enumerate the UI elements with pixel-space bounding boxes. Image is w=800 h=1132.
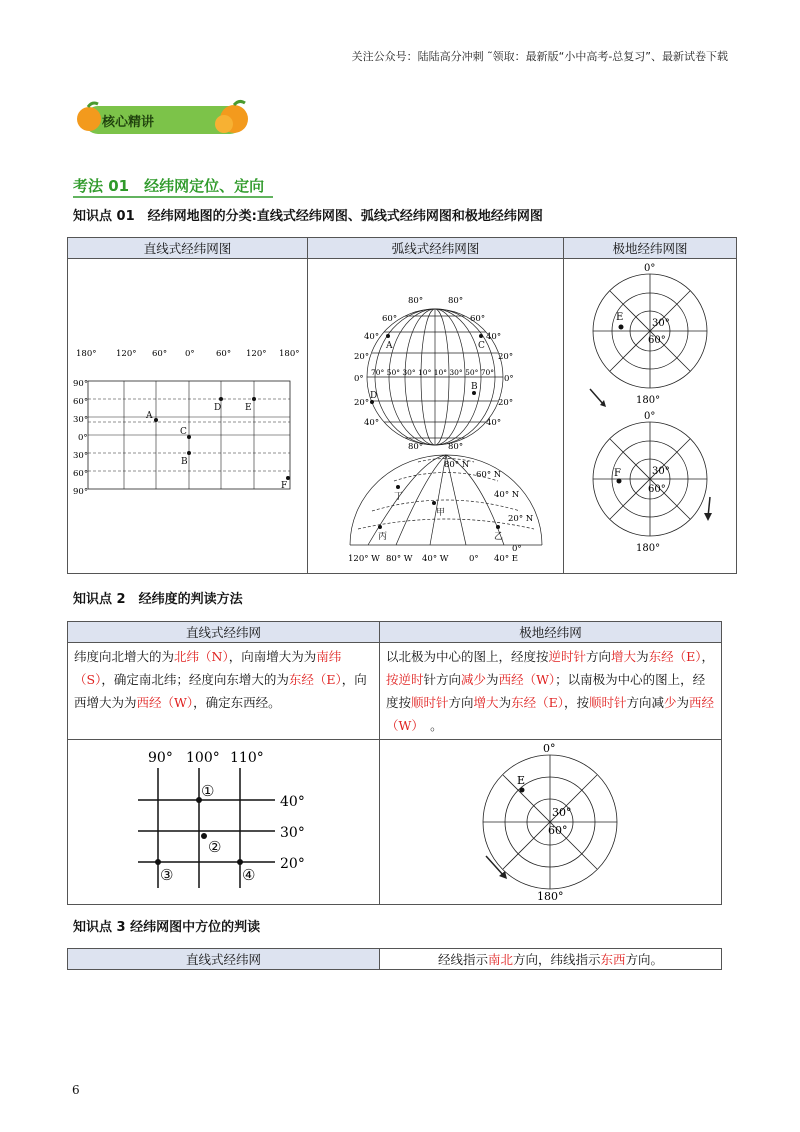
point-A: A: [146, 411, 153, 421]
page-header: 关注公众号：陆陆高分冲刺 ˜领取：最新版“小中高考-总复习”、最新试卷下载: [351, 50, 728, 63]
point-E: E: [517, 774, 526, 787]
polar-bottom: 180°: [636, 543, 661, 554]
hemi-lat: 20° N: [508, 514, 534, 524]
lat-tick: 30°: [73, 451, 89, 461]
section-underline: [73, 195, 273, 199]
arc-tick: 40°: [486, 418, 502, 428]
rect-grid-figure: [68, 259, 307, 569]
sg-lon: 100°: [186, 750, 220, 766]
kp2-title: 知识点 2 经纬度的判读方法: [73, 592, 243, 607]
polar-r2: 60°: [648, 484, 666, 495]
point-D: D: [370, 391, 378, 401]
lat-tick: 60°: [73, 469, 89, 479]
lon-tick: 0°: [185, 349, 195, 359]
kp3-desc: 经线指示南北方向，纬线指示东西方向。: [380, 949, 722, 970]
polar-r1: 30°: [552, 806, 572, 819]
arc-tick: 40°: [486, 332, 502, 342]
small-grid-cell: [68, 740, 380, 905]
point-C: C: [180, 427, 187, 437]
point-F: F: [614, 468, 621, 479]
sg-lon: 110°: [230, 750, 264, 766]
polar-bottom: 180°: [636, 395, 661, 406]
lat-tick: 90°: [73, 487, 89, 497]
sg-lat: 30°: [280, 825, 305, 841]
hemi-lat: 60° N: [476, 470, 502, 480]
point-bing: 丙: [378, 532, 388, 542]
banner-label: 核心精讲: [102, 115, 155, 130]
rect-grid-cell: [68, 259, 308, 574]
kp2-right-text: 以北极为中心的图上，经度按逆时针方向增大为东经（E），按逆时针方向减少为西经（W）；以南极为中心的图上，经度按顺时针方向增大为东经（E），按顺时针方向减少为西经（W） 。: [380, 643, 722, 740]
lat-tick: 30°: [73, 415, 89, 425]
hemi-lon: 40° E: [494, 554, 518, 564]
arc-tick: 60°: [470, 314, 486, 324]
lon-tick: 120°: [246, 349, 267, 359]
kp2-polar-figure: [380, 740, 721, 900]
section-title: 考法 01 经纬网定位、定向: [73, 177, 265, 195]
point-ding: 丁: [394, 492, 404, 502]
kp3-title: 知识点 3 经纬网图中方位的判读: [73, 920, 261, 935]
arc-tick: 20°: [354, 398, 370, 408]
arc-tick: 40°: [364, 418, 380, 428]
kp1-table: [67, 237, 737, 574]
kp1-col3: 极地经纬网图: [564, 238, 737, 259]
arc-tick: 20°: [498, 398, 514, 408]
point-A: A: [386, 341, 393, 351]
sg-lon: 90°: [148, 750, 173, 766]
point-C: C: [478, 341, 485, 351]
polar-top: 0°: [644, 263, 656, 274]
kp2-table: [67, 621, 722, 905]
page-number: 6: [72, 1083, 80, 1097]
arc-tick: 80°: [408, 296, 424, 306]
lat-tick: 0°: [78, 433, 88, 443]
arc-grid-figure: [308, 259, 563, 569]
polar-grid-figure: [564, 259, 736, 569]
kp1-col1: 直线式经纬网图: [68, 238, 308, 259]
sg-lat: 40°: [280, 794, 305, 810]
arc-tick: 80°: [448, 296, 464, 306]
point-yi: 乙: [494, 532, 504, 542]
kp2-col2: 极地经纬网: [380, 622, 722, 643]
hemi-lat: 0°: [512, 544, 522, 554]
point-F: F: [281, 481, 288, 491]
kp2-col1: 直线式经纬网: [68, 622, 380, 643]
arc-tick: 80°: [448, 442, 464, 452]
arc-tick: 20°: [498, 352, 514, 362]
polar-r1: 30°: [652, 466, 670, 477]
arc-tick: 40°: [364, 332, 380, 342]
hemi-lat: 80° N: [444, 460, 470, 470]
kp3-col1: 直线式经纬网: [68, 949, 380, 970]
hemi-lon: 0°: [469, 554, 479, 564]
lon-tick: 60°: [216, 349, 232, 359]
polar-top: 0°: [543, 742, 556, 755]
arc-mid-lons: 70° 50° 30° 10° 10° 30° 50° 70°: [371, 368, 495, 377]
arc-tick: 20°: [354, 352, 370, 362]
point-1: ①: [201, 782, 215, 800]
kp3-table: [67, 948, 722, 970]
kp2-left-text: 纬度向北增大的为北纬（N），向南增大为为南纬（S），确定南北纬；经度向东增大的为东经（E），向西增大为为西经（W），确定东西经。: [68, 643, 380, 740]
polar-bottom: 180°: [537, 890, 564, 900]
point-B: B: [181, 457, 188, 467]
polar-r2: 60°: [648, 335, 666, 346]
lon-tick: 180°: [76, 349, 97, 359]
lon-tick: 180°: [279, 349, 300, 359]
kp1-col2: 弧线式经纬网图: [308, 238, 564, 259]
arc-tick: 80°: [408, 442, 424, 452]
hemi-lon: 40° W: [422, 554, 449, 564]
sg-lat: 20°: [280, 856, 305, 872]
hemi-lon: 80° W: [386, 554, 413, 564]
kp1-title: 知识点 01 经纬网地图的分类:直线式经纬网图、弧线式经纬网图和极地经纬网图: [73, 209, 543, 224]
point-D: D: [214, 403, 222, 413]
arc-tick: 0°: [354, 374, 364, 384]
small-grid-figure: [68, 740, 379, 900]
point-jia: 甲: [436, 508, 446, 518]
lon-tick: 60°: [152, 349, 168, 359]
polar-grid-cell: [564, 259, 737, 574]
polar-r2: 60°: [548, 824, 568, 837]
polar-top: 0°: [644, 411, 656, 422]
point-3: ③: [160, 866, 174, 884]
arc-tick: 60°: [382, 314, 398, 324]
point-2: ②: [208, 838, 222, 856]
point-B: B: [471, 382, 478, 392]
lat-tick: 90°: [73, 379, 89, 389]
point-E: E: [616, 312, 624, 323]
arc-grid-cell: [308, 259, 564, 574]
polar-r1: 30°: [652, 318, 670, 329]
lat-tick: 60°: [73, 397, 89, 407]
point-E: E: [245, 403, 252, 413]
kp2-polar-cell: [380, 740, 722, 905]
arc-tick: 0°: [504, 374, 514, 384]
lon-tick: 120°: [116, 349, 137, 359]
hemi-lat: 40° N: [494, 490, 520, 500]
point-4: ④: [242, 866, 256, 884]
hemi-lon: 120° W: [348, 554, 380, 564]
